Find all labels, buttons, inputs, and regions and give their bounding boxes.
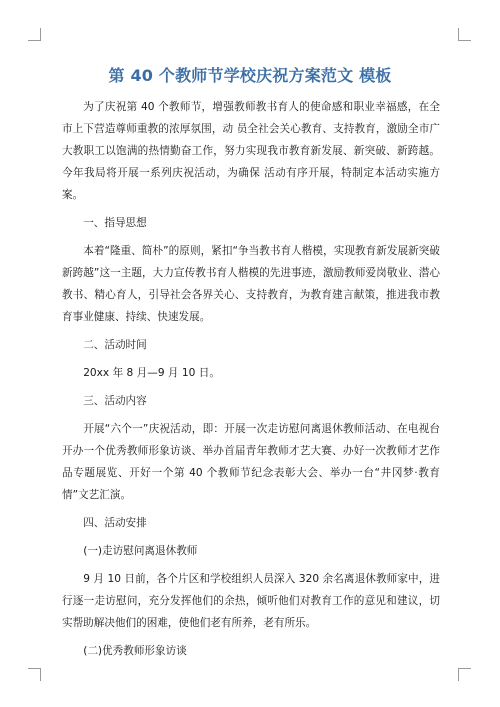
document-body [62, 96, 440, 668]
section-heading-guiding-ideology: 一、指导思想 [83, 217, 147, 229]
crop-mark-top-right [458, 28, 471, 41]
intro-paragraph: 为了庆祝第 40 个教师节，增强教师教书育人的使命感和职业幸福感，在全市上下营造尊师重教的浓厚氛围，动 员全社会关心教育、支持教育，激励全市广大教职工以饱满的热情勤奋工作，努力实现我市教育新发展、新突破、新跨越。今年我局将开展一系列庆祝活动，为确保 活动有序开展，特制定本活动实施方案。 [62, 101, 440, 201]
section-heading-activity-arrangement: 四、活动安排 [83, 517, 147, 529]
document-title: 第 40 个教师节学校庆祝方案范文 模板 [108, 66, 392, 85]
section-heading-activity-time: 二、活动时间 [83, 339, 147, 351]
subheading-visit-retired-teachers: (一)走访慰问离退休教师 [83, 545, 198, 557]
guiding-ideology-paragraph: 本着“隆重、简朴”的原则，紧扣“争当教书育人楷模，实现教育新发展新突破新跨越”这一主题，大力宣传教书育人楷模的先进事迹，激励教师爱岗敬业、潜心教书、精心育人，引导社会各界关心、支持教育，为教育建言献策，推进我市教育事业健康、持续、快速发展。 [62, 245, 440, 323]
activity-content-paragraph: 开展“六个一”庆祝活动，即：开展一次走访慰问离退休教师活动、在电视台开办一个优秀教师形象访谈、举办首届青年教师才艺大赛、办好一次教师才艺作品专题展览、开好一个第 40 个教师节纪念表彰大会、举办一台“井冈梦·教育情”文艺汇演。 [62, 423, 440, 501]
crop-mark-bottom-right [458, 668, 471, 681]
subheading-excellent-teacher-interview: (二)优秀教师形象访谈 [83, 645, 187, 657]
activity-time-paragraph: 20xx 年 8 月—9 月 10 日。 [83, 367, 220, 379]
visit-retired-teachers-paragraph: 9 月 10 日前，各个片区和学校组织人员深入 320 余名离退休教师家中，进行逐一走访慰问，充分发挥他们的余热，倾听他们对教育工作的意见和建议，切实帮助解决他们的困难，使他们老有所养，老有所乐。 [62, 573, 440, 629]
crop-mark-top-left [28, 28, 41, 41]
section-heading-activity-content: 三、活动内容 [83, 395, 147, 407]
crop-mark-bottom-left [28, 668, 41, 681]
